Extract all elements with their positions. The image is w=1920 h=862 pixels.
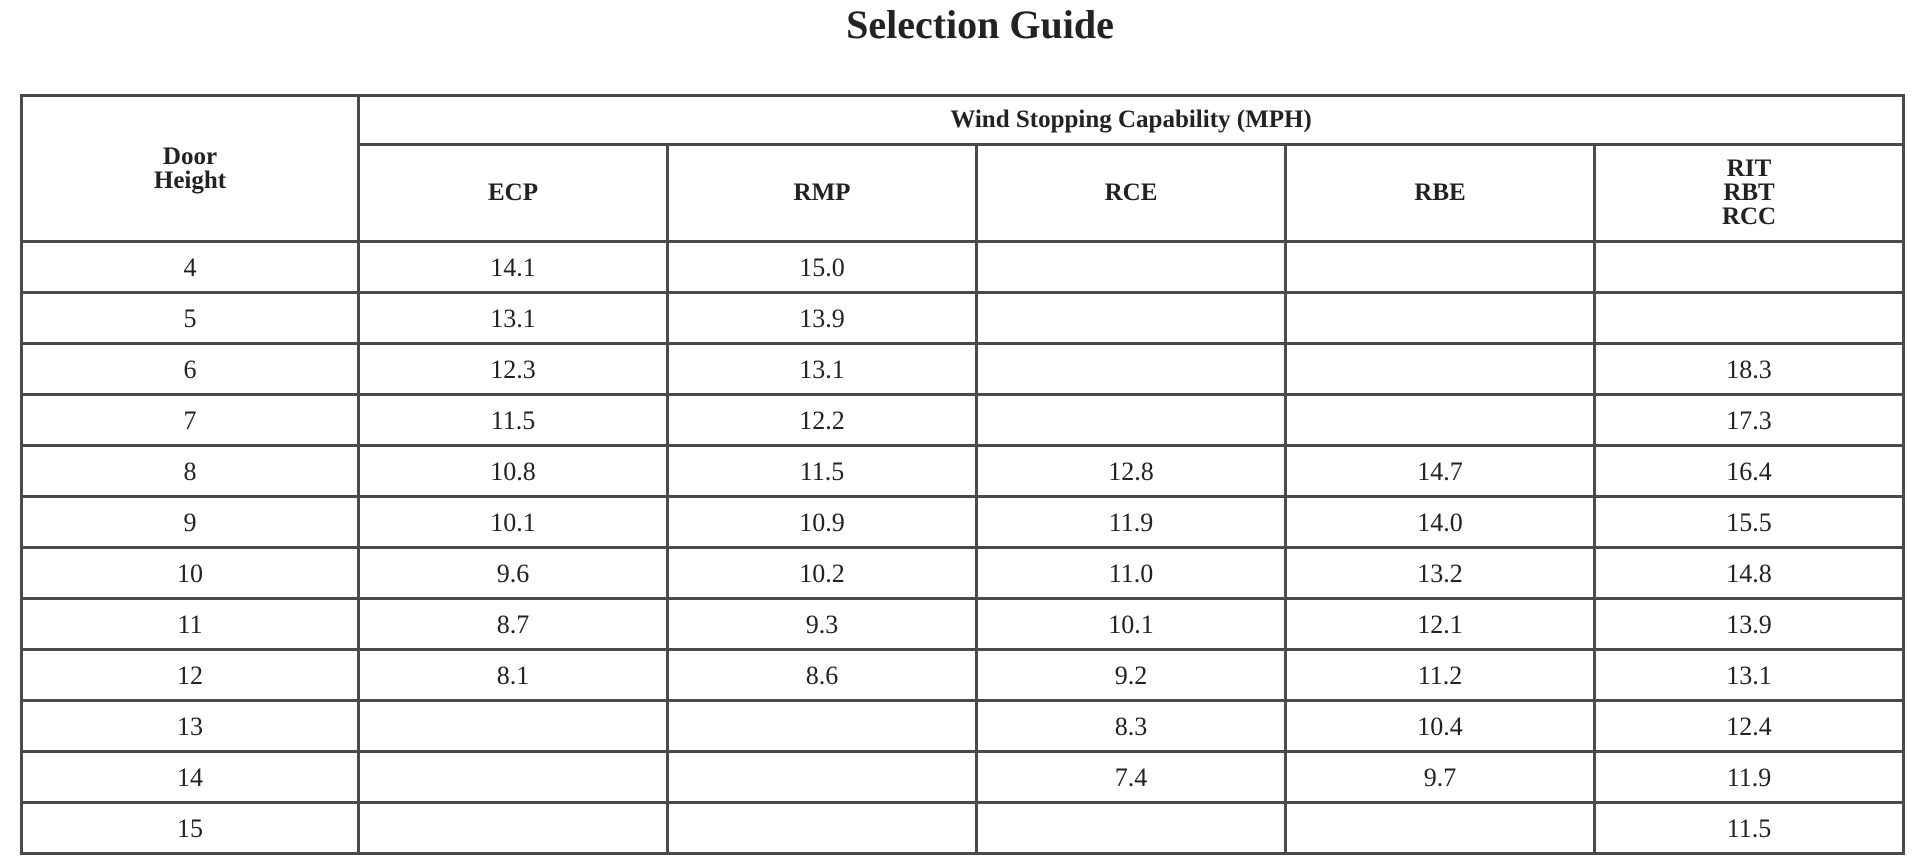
- table-cell: 10.1: [359, 497, 668, 548]
- table-cell: 8.3: [977, 701, 1286, 752]
- table-cell: [359, 752, 668, 803]
- table-row: [22, 599, 1904, 650]
- table-cell: 12.4: [1595, 701, 1904, 752]
- table-cell: 8.6: [668, 650, 977, 701]
- table-cell: 15.0: [668, 242, 977, 293]
- table-cell: 11.9: [977, 497, 1286, 548]
- table-body: [22, 242, 1904, 854]
- column-header-line: RCE: [1104, 179, 1158, 206]
- table-cell: 18.3: [1595, 344, 1904, 395]
- door-height-cell: 12: [22, 650, 359, 701]
- table-cell: 7.4: [977, 752, 1286, 803]
- table-cell: [668, 701, 977, 752]
- table-row: [22, 701, 1904, 752]
- door-height-cell: 10: [22, 548, 359, 599]
- door-height-cell: 7: [22, 395, 359, 446]
- table-cell: [977, 344, 1286, 395]
- table-cell: 13.1: [359, 293, 668, 344]
- column-header-rbe: [1286, 145, 1595, 242]
- door-height-header-line: Door: [162, 142, 218, 170]
- column-header-ecp: [359, 145, 668, 242]
- table-cell: 11.2: [1286, 650, 1595, 701]
- door-height-header: [22, 96, 359, 242]
- table-cell: 10.1: [977, 599, 1286, 650]
- door-height-cell: 13: [22, 701, 359, 752]
- table-row: [22, 803, 1904, 854]
- table-cell: 9.7: [1286, 752, 1595, 803]
- table-cell: 13.2: [1286, 548, 1595, 599]
- door-height-cell: 15: [22, 803, 359, 854]
- table-cell: 11.9: [1595, 752, 1904, 803]
- table-cell: [1595, 293, 1904, 344]
- header-row-group: [22, 96, 1904, 145]
- table-cell: 9.6: [359, 548, 668, 599]
- table-row: [22, 293, 1904, 344]
- table-cell: [359, 803, 668, 854]
- table-cell: [977, 293, 1286, 344]
- table-cell: 11.5: [359, 395, 668, 446]
- table-cell: [977, 803, 1286, 854]
- table-cell: [1286, 293, 1595, 344]
- table-row: [22, 446, 1904, 497]
- door-height-cell: 8: [22, 446, 359, 497]
- table-cell: [977, 395, 1286, 446]
- table-row: [22, 395, 1904, 446]
- column-header-rit-rbt-rcc: [1595, 145, 1904, 242]
- table-cell: [1286, 803, 1595, 854]
- table-cell: 9.3: [668, 599, 977, 650]
- table-cell: 10.8: [359, 446, 668, 497]
- door-height-cell: 6: [22, 344, 359, 395]
- table-row: [22, 497, 1904, 548]
- table-cell: 13.1: [668, 344, 977, 395]
- selection-guide-table: [20, 94, 1905, 855]
- table-cell: [977, 242, 1286, 293]
- table-cell: 12.8: [977, 446, 1286, 497]
- door-height-cell: 4: [22, 242, 359, 293]
- table-cell: [1286, 242, 1595, 293]
- door-height-cell: 11: [22, 599, 359, 650]
- table-row: [22, 242, 1904, 293]
- table-row: [22, 344, 1904, 395]
- table-cell: 11.5: [668, 446, 977, 497]
- table-cell: 9.2: [977, 650, 1286, 701]
- table-cell: 17.3: [1595, 395, 1904, 446]
- table-cell: 8.7: [359, 599, 668, 650]
- table-cell: [1286, 344, 1595, 395]
- table-cell: [668, 803, 977, 854]
- door-height-cell: 5: [22, 293, 359, 344]
- wind-capability-header: Wind Stopping Capability (MPH): [359, 96, 1904, 145]
- column-header-line: RBE: [1414, 179, 1466, 206]
- table-cell: 12.3: [359, 344, 668, 395]
- table-cell: 13.9: [1595, 599, 1904, 650]
- table-row: [22, 752, 1904, 803]
- column-header-line: RCC: [1721, 203, 1777, 230]
- column-header-rce: [977, 145, 1286, 242]
- table-cell: 12.2: [668, 395, 977, 446]
- table-cell: 14.8: [1595, 548, 1904, 599]
- door-height-cell: 9: [22, 497, 359, 548]
- door-height-cell: 14: [22, 752, 359, 803]
- table-cell: [1595, 242, 1904, 293]
- table-row: [22, 548, 1904, 599]
- table-cell: 13.1: [1595, 650, 1904, 701]
- column-header-line: RIT: [1726, 155, 1772, 182]
- table-cell: 14.1: [359, 242, 668, 293]
- column-header-line: RMP: [793, 179, 851, 206]
- column-header-rmp: [668, 145, 977, 242]
- table-cell: 14.7: [1286, 446, 1595, 497]
- table-cell: 11.0: [977, 548, 1286, 599]
- table-cell: 8.1: [359, 650, 668, 701]
- table-cell: 10.2: [668, 548, 977, 599]
- table-cell: 12.1: [1286, 599, 1595, 650]
- table-cell: [359, 701, 668, 752]
- table-cell: 16.4: [1595, 446, 1904, 497]
- table-cell: 10.4: [1286, 701, 1595, 752]
- table-cell: [1286, 395, 1595, 446]
- table-cell: 13.9: [668, 293, 977, 344]
- table-row: [22, 650, 1904, 701]
- table-cell: 10.9: [668, 497, 977, 548]
- table-cell: 14.0: [1286, 497, 1595, 548]
- page-title: Selection Guide: [846, 2, 1114, 47]
- table-cell: 11.5: [1595, 803, 1904, 854]
- column-header-line: RBT: [1723, 179, 1775, 206]
- column-header-line: ECP: [488, 179, 538, 206]
- table-cell: [668, 752, 977, 803]
- table-cell: 15.5: [1595, 497, 1904, 548]
- door-height-header-line: Height: [153, 166, 227, 194]
